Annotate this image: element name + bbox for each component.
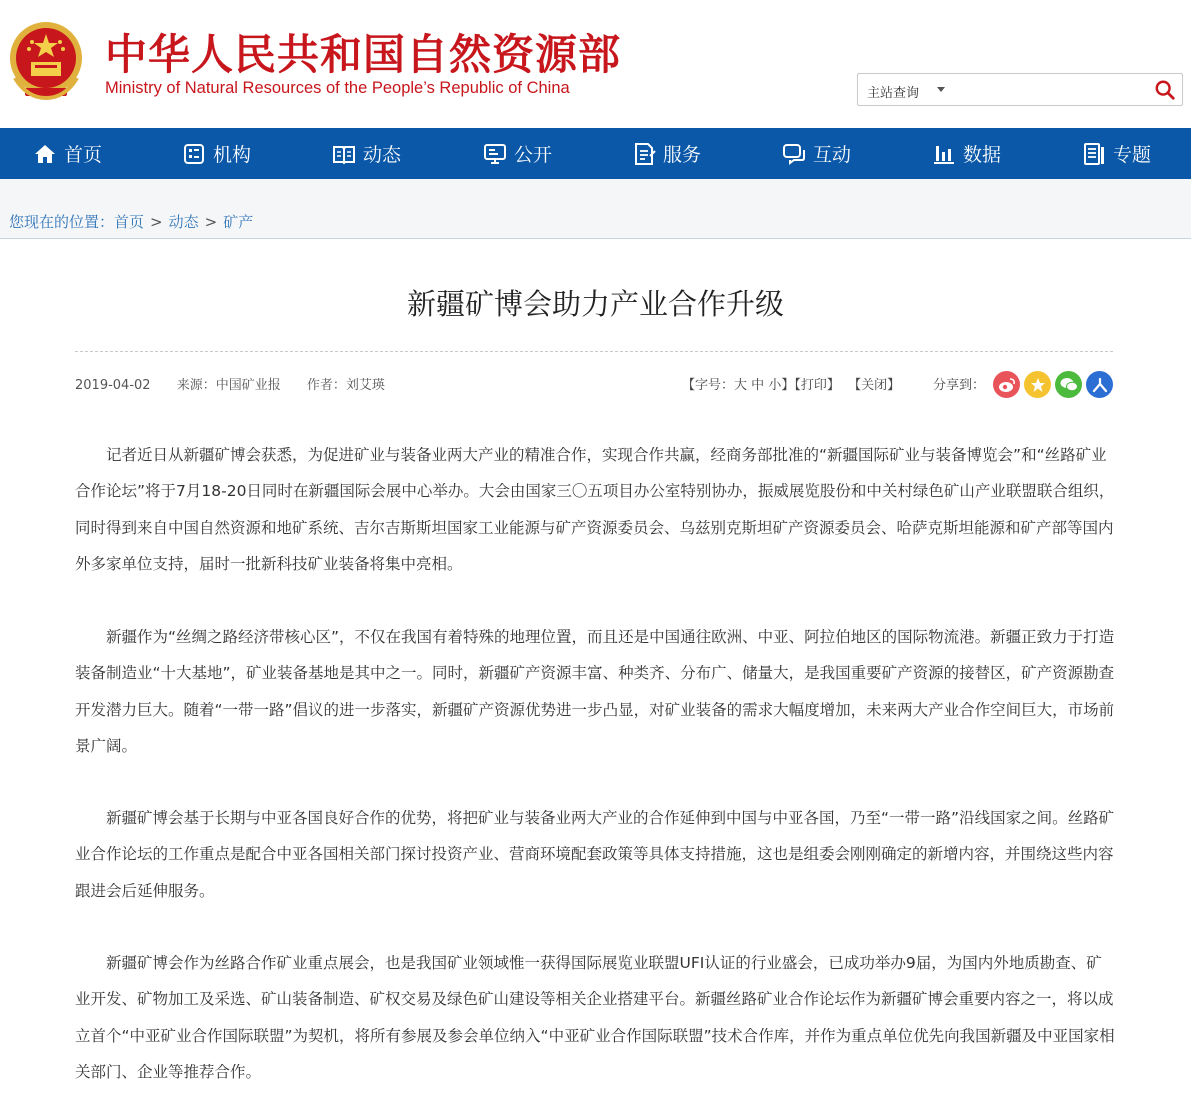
nav-item-service[interactable] xyxy=(632,128,701,179)
breadcrumb-prefix: 您现在的位置： xyxy=(9,213,115,231)
nav-item-label: 公开 xyxy=(514,144,553,166)
font-size-small-button[interactable]: 小 xyxy=(768,378,782,393)
article-paragraph: 记者近日从新疆矿博会获悉，为促进矿业与装备业两大产业的精准合作，实现合作共赢，经商务部批准的“新疆国际矿业与装备博览会”和“丝路矿业合作论坛”将于7月18-20日同时在新疆国际会展中心举办。大会由国家三〇五项目办公室特别协办，振威展览股份和中关村绿色矿山产业联盟联合组织，同时得到来自中国自然资源和地矿系统、吉尔吉斯斯坦国家工业能源与矿产资源委员会、乌兹别克斯坦矿产资源委员会、哈萨克斯坦能源和矿产部等国内外多家单位支持，届时一批新科技矿业装备将集中亮相。 xyxy=(75,446,1115,573)
search-scope-select[interactable]: 主站查询 xyxy=(867,86,920,101)
share-label: 分享到： xyxy=(933,378,986,393)
nav-item-home[interactable] xyxy=(33,128,102,179)
share-weibo-icon[interactable] xyxy=(993,371,1020,398)
chat-icon xyxy=(782,142,806,166)
search-box xyxy=(857,73,1183,106)
share-renren-icon[interactable] xyxy=(1086,371,1113,398)
chevron-down-icon[interactable] xyxy=(937,87,945,92)
topic-icon xyxy=(1082,142,1106,166)
breadcrumb-separator: > xyxy=(204,213,218,231)
national-emblem-icon[interactable] xyxy=(7,18,85,104)
site-title-en: Ministry of Natural Resources of the People’s Republic of China xyxy=(105,79,570,97)
nav-item-label: 数据 xyxy=(963,144,1002,166)
home-icon xyxy=(33,142,57,166)
main-nav xyxy=(0,128,1191,179)
nav-item-label: 机构 xyxy=(213,144,252,166)
nav-item-label: 首页 xyxy=(64,144,103,166)
article-paragraph: 新疆矿博会作为丝路合作矿业重点展会，也是我国矿业领域惟一获得国际展览业联盟UFI认证的行业盛会，已成功举办9届，为国内外地质勘查、矿业开发、矿物加工及采选、矿山装备制造、矿权交易及绿色矿山建设等相关企业搭建平台。新疆丝路矿业合作论坛作为新疆矿博会重要内容之一，将以成立首个“中亚矿业合作国际联盟”为契机，将所有参展及参会单位纳入“中亚矿业合作国际联盟”技术合作库，并作为重点单位优先向我国新疆及中亚国家相关部门、企业等推荐合作。 xyxy=(75,954,1115,1081)
search-input[interactable] xyxy=(954,78,1140,102)
service-icon xyxy=(632,142,656,166)
monitor-icon xyxy=(483,142,507,166)
weibo-glyph-icon xyxy=(998,377,1016,393)
nav-item-label: 服务 xyxy=(663,144,702,166)
nav-item-label: 专题 xyxy=(1113,144,1152,166)
person-icon xyxy=(1092,377,1108,393)
star-icon xyxy=(1030,377,1046,393)
breadcrumb-link-news[interactable]: 动态 xyxy=(168,213,199,231)
article-date: 2019-04-02 xyxy=(75,378,151,393)
article-paragraph: 新疆作为“丝绸之路经济带核心区”，不仅在我国有着特殊的地理位置，而且还是中国通往欧洲、中亚、阿拉伯地区的国际物流港。新疆正致力于打造装备制造业“十大基地”，矿业装备基地是其中之一。同时，新疆矿产资源丰富、种类齐、分布广、储量大，是我国重要矿产资源的接替区，矿产资源勘查开发潜力巨大。随着“一带一路”倡议的进一步落实，新疆矿产资源优势进一步凸显，对矿业装备的需求大幅度增加，未来两大产业合作空间巨大，市场前景广阔。 xyxy=(75,628,1115,755)
site-title-cn: 中华人民共和国自然资源部 xyxy=(105,30,622,79)
article-title: 新疆矿博会助力产业合作升级 xyxy=(406,287,784,321)
print-button[interactable]: 【打印】 xyxy=(794,378,840,393)
article-author: 作者：刘艾瑛 xyxy=(306,378,385,393)
nav-item-org[interactable] xyxy=(182,128,251,179)
org-icon xyxy=(182,142,206,166)
bar-chart-icon xyxy=(932,142,956,166)
nav-item-label: 动态 xyxy=(363,144,402,166)
share-wechat-icon[interactable] xyxy=(1055,371,1082,398)
close-button[interactable]: 【关闭】 xyxy=(848,378,901,393)
font-size-close: 】 xyxy=(781,378,795,393)
nav-item-topics[interactable] xyxy=(1082,128,1151,179)
site-header xyxy=(0,0,1191,128)
breadcrumb-bar xyxy=(0,179,1191,239)
nav-item-news[interactable] xyxy=(332,128,401,179)
breadcrumb-link-home[interactable]: 首页 xyxy=(114,213,145,231)
nav-item-public[interactable] xyxy=(483,128,552,179)
font-size-medium-button[interactable]: 中 xyxy=(751,378,765,393)
wechat-glyph-icon xyxy=(1060,377,1078,392)
article-tools xyxy=(682,374,900,393)
nav-item-label: 互动 xyxy=(813,144,852,166)
nav-item-interact[interactable] xyxy=(782,128,851,179)
article-paragraph: 新疆矿博会基于长期与中亚各国良好合作的优势，将把矿业与装备业两大产业的合作延伸到中国与中亚各国，乃至“一带一路”沿线国家之间。丝路矿业合作论坛的工作重点是配合中亚各国相关部门探讨投资产业、营商环境配套政策等具体支持措施，这也是组委会刚刚确定的新增内容，并围绕这些内容跟进会后延伸服务。 xyxy=(75,809,1115,900)
font-size-large-button[interactable]: 大 xyxy=(734,378,748,393)
search-icon[interactable] xyxy=(1154,79,1176,101)
article-source: 来源：中国矿业报 xyxy=(176,378,281,393)
article-meta xyxy=(75,374,407,393)
share-qzone-icon[interactable] xyxy=(1024,371,1051,398)
breadcrumb-link-minerals[interactable]: 矿产 xyxy=(223,213,254,231)
title-divider xyxy=(75,351,1113,352)
breadcrumb xyxy=(9,211,253,232)
news-icon xyxy=(332,142,356,166)
font-size-label: 【字号： xyxy=(682,378,735,393)
nav-item-data[interactable] xyxy=(932,128,1001,179)
breadcrumb-separator: > xyxy=(150,213,163,231)
